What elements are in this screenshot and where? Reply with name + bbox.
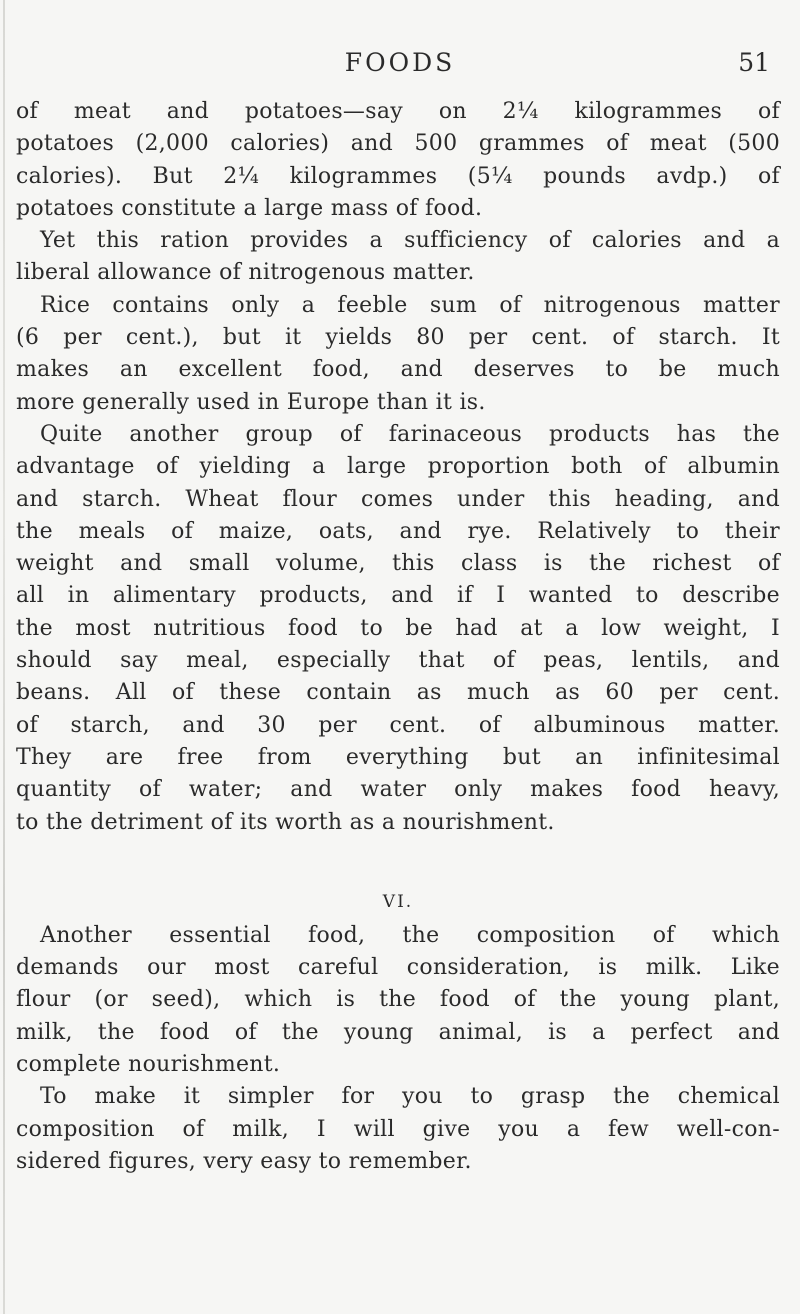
text-line: calories). But 2¼ kilogrammes (5¼ pounds avdp.) of [16,163,780,189]
page-header [0,48,800,88]
section-text-block [16,920,780,1178]
paragraph [16,96,780,225]
text-line: and starch. Wheat flour comes under this heading, and [16,486,780,512]
text-line: Another essential food, the composition of which [40,922,780,948]
text-line: They are free from everything but an infinitesimal [16,744,780,770]
text-line: composition of milk, I will give you a few well-con- [16,1116,780,1142]
section-spacer [16,839,780,884]
paragraph [16,419,780,839]
text-line: (6 per cent.), but it yields 80 per cent. of starch. It [16,325,780,351]
text-line: Yet this ration provides a sufficiency of calories and a [40,228,780,254]
paragraph [16,225,780,290]
text-line: the meals of maize, oats, and rye. Relatively to their [16,518,780,544]
text-line: complete nourishment. [16,1052,281,1078]
text-line: should say meal, especially that of peas, lentils, and [16,648,780,674]
text-line: all in alimentary products, and if I wanted to describe [16,583,780,609]
text-line: flour (or seed), which is the food of the young plant, [16,987,780,1013]
text-line: of meat and potatoes—say on 2¼ kilogrammes of [16,99,780,124]
paragraph [16,1081,780,1178]
text-line: makes an excellent food, and deserves to be much [16,357,780,383]
text-line: milk, the food of the young animal, is a perfect and [16,1019,780,1045]
text-line: liberal allowance of nitrogenous matter. [16,260,475,286]
page-body [16,96,780,1178]
text-line: weight and small volume, this class is the richest of [16,551,780,577]
page-gutter-edge [3,0,5,1314]
text-line: beans. All of these contain as much as 60 per cent. [16,680,780,706]
main-text-block [16,96,780,839]
text-line: Quite another group of farinaceous products has the [40,421,780,447]
text-line: quantity of water; and water only makes food heavy, [16,777,780,803]
section-heading: VI. [382,891,414,912]
paragraph [16,920,780,1081]
text-line: demands our most careful consideration, is milk. Like [16,955,780,981]
text-line: of starch, and 30 per cent. of albuminous matter. [16,712,780,738]
paragraph [16,290,780,419]
text-line: sidered figures, very easy to remember. [16,1148,472,1174]
text-line: To make it simpler for you to grasp the chemical [40,1084,780,1110]
text-line: Rice contains only a feeble sum of nitrogenous matter [40,292,780,318]
running-head: FOODS [344,48,456,77]
text-line: potatoes constitute a large mass of food. [16,195,483,221]
text-line: more generally used in Europe than it is. [16,389,486,415]
page-number: 51 [738,48,770,77]
text-line: advantage of yielding a large proportion both of albumin [16,454,780,480]
text-line: to the detriment of its worth as a nourishment. [16,809,555,835]
text-line: potatoes (2,000 calories) and 500 grammes of meat (500 [16,131,780,157]
text-line: the most nutritious food to be had at a low weight, I [16,615,780,641]
